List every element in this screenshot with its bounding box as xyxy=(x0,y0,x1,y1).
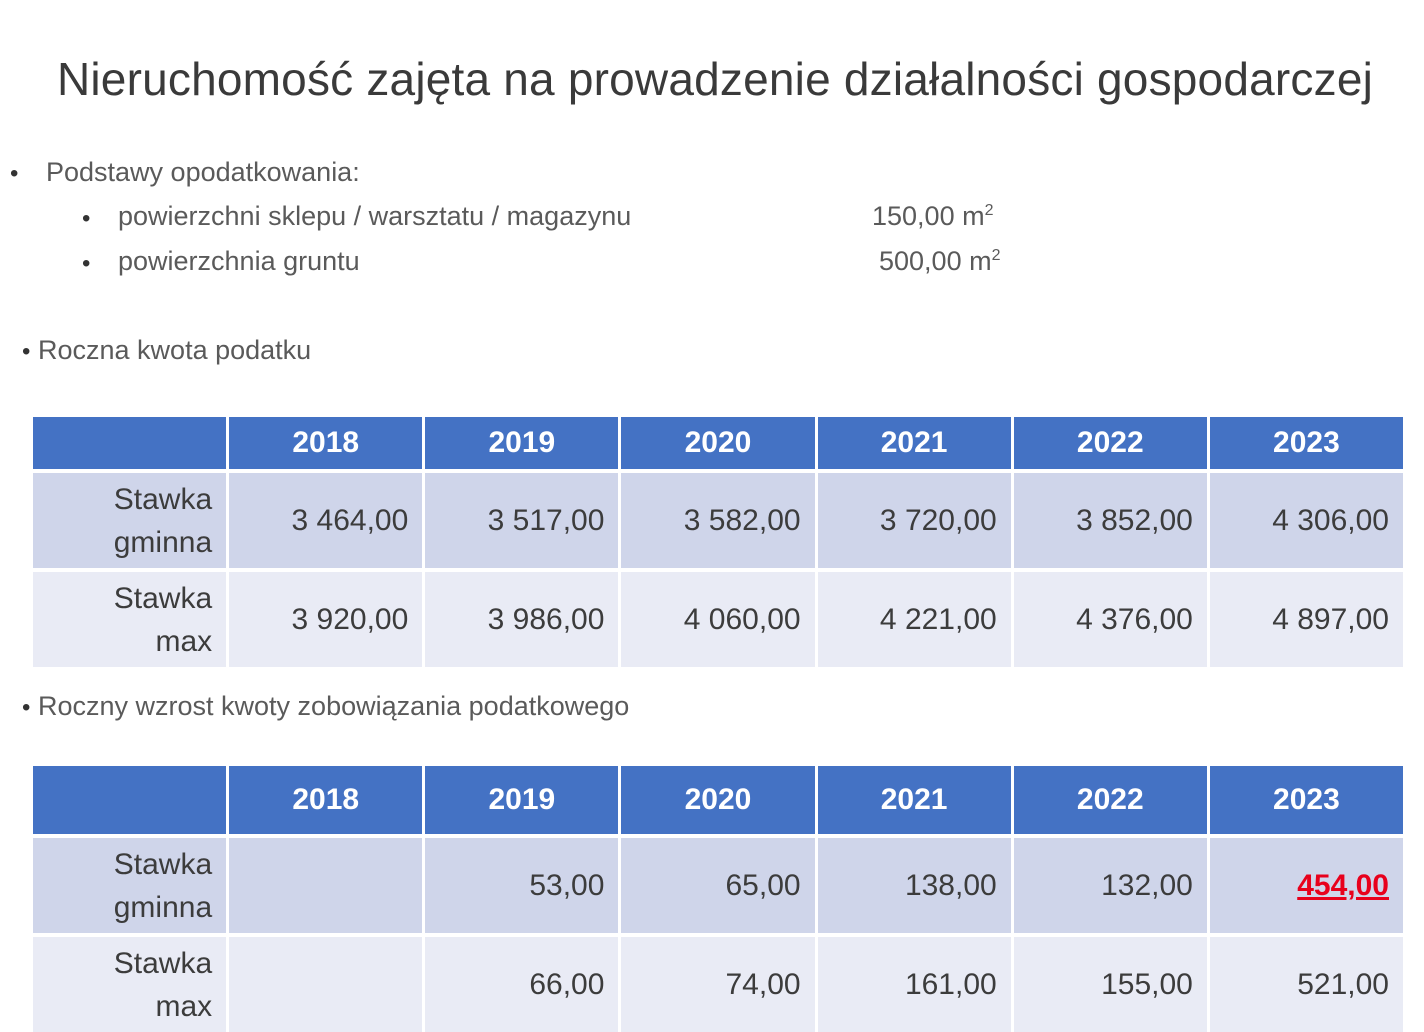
table-cell: 3 852,00 xyxy=(1014,473,1207,568)
table-cell: 3 986,00 xyxy=(425,572,618,667)
row-label: Stawka gminna xyxy=(33,838,226,933)
table-cell: 4 897,00 xyxy=(1210,572,1403,667)
year-header: 2019 xyxy=(425,417,618,469)
table-row xyxy=(33,473,1403,568)
year-header: 2021 xyxy=(818,417,1011,469)
table-cell: 161,00 xyxy=(818,937,1011,1032)
bullet-dot: • xyxy=(22,338,31,365)
year-header: 2022 xyxy=(1014,417,1207,469)
table-cell: 132,00 xyxy=(1014,838,1207,933)
annual-tax-table xyxy=(30,417,1406,667)
header-empty-cell xyxy=(33,766,226,834)
bases-heading: Podstawy opodatkowania: xyxy=(46,157,360,187)
base-item-label: powierzchnia gruntu xyxy=(118,246,360,276)
header-empty-cell xyxy=(33,417,226,469)
year-header: 2021 xyxy=(818,766,1011,834)
table-cell: 53,00 xyxy=(425,838,618,933)
table-cell: 65,00 xyxy=(621,838,814,933)
table-cell: 4 376,00 xyxy=(1014,572,1207,667)
bullet-dot: • xyxy=(10,160,19,187)
year-header: 2018 xyxy=(229,417,422,469)
annual-tax-heading: Roczna kwota podatku xyxy=(38,335,312,365)
row-label: Stawka max xyxy=(33,937,226,1032)
year-header: 2020 xyxy=(621,417,814,469)
table-cell: 4 060,00 xyxy=(621,572,814,667)
table-cell xyxy=(229,937,422,1032)
table-cell: 3 517,00 xyxy=(425,473,618,568)
year-header: 2018 xyxy=(229,766,422,834)
table-cell: 4 221,00 xyxy=(818,572,1011,667)
table-cell: 3 582,00 xyxy=(621,473,814,568)
year-header: 2023 xyxy=(1210,766,1403,834)
annual-increase-heading: Roczny wzrost kwoty zobowiązania podatkowego xyxy=(38,691,630,721)
table-row xyxy=(33,937,1403,1032)
table-cell xyxy=(229,838,422,933)
bullet-dot: • xyxy=(82,250,91,277)
year-header: 2023 xyxy=(1210,417,1403,469)
table-cell: 155,00 xyxy=(1014,937,1207,1032)
table-cell-highlight: 454,00 xyxy=(1210,838,1403,933)
bullet-dot: • xyxy=(82,205,91,232)
slide-title: Nieruchomość zajęta na prowadzenie działalności gospodarczej xyxy=(56,53,1374,105)
table-cell: 3 920,00 xyxy=(229,572,422,667)
bullet-dot: • xyxy=(22,694,31,721)
year-header: 2020 xyxy=(621,766,814,834)
table-cell: 3 464,00 xyxy=(229,473,422,568)
table-header-row xyxy=(33,766,1403,834)
table-cell: 66,00 xyxy=(425,937,618,1032)
year-header: 2022 xyxy=(1014,766,1207,834)
row-label: Stawka gminna xyxy=(33,473,226,568)
table-row xyxy=(33,838,1403,933)
base-item-value: 150,00 $m^2$ xyxy=(872,201,994,231)
row-label: Stawka max xyxy=(33,572,226,667)
year-header: 2019 xyxy=(425,766,618,834)
table-cell: 138,00 xyxy=(818,838,1011,933)
table-cell: 74,00 xyxy=(621,937,814,1032)
base-item-label: powierzchni sklepu / warsztatu / magazynu xyxy=(118,201,632,231)
table-cell: 4 306,00 xyxy=(1210,473,1403,568)
table-cell: 521,00 xyxy=(1210,937,1403,1032)
table-row xyxy=(33,572,1403,667)
table-header-row xyxy=(33,417,1403,469)
table-cell: 3 720,00 xyxy=(818,473,1011,568)
annual-increase-table xyxy=(30,766,1406,1032)
base-item-value: 500,00 $m^2$ xyxy=(879,246,1001,276)
